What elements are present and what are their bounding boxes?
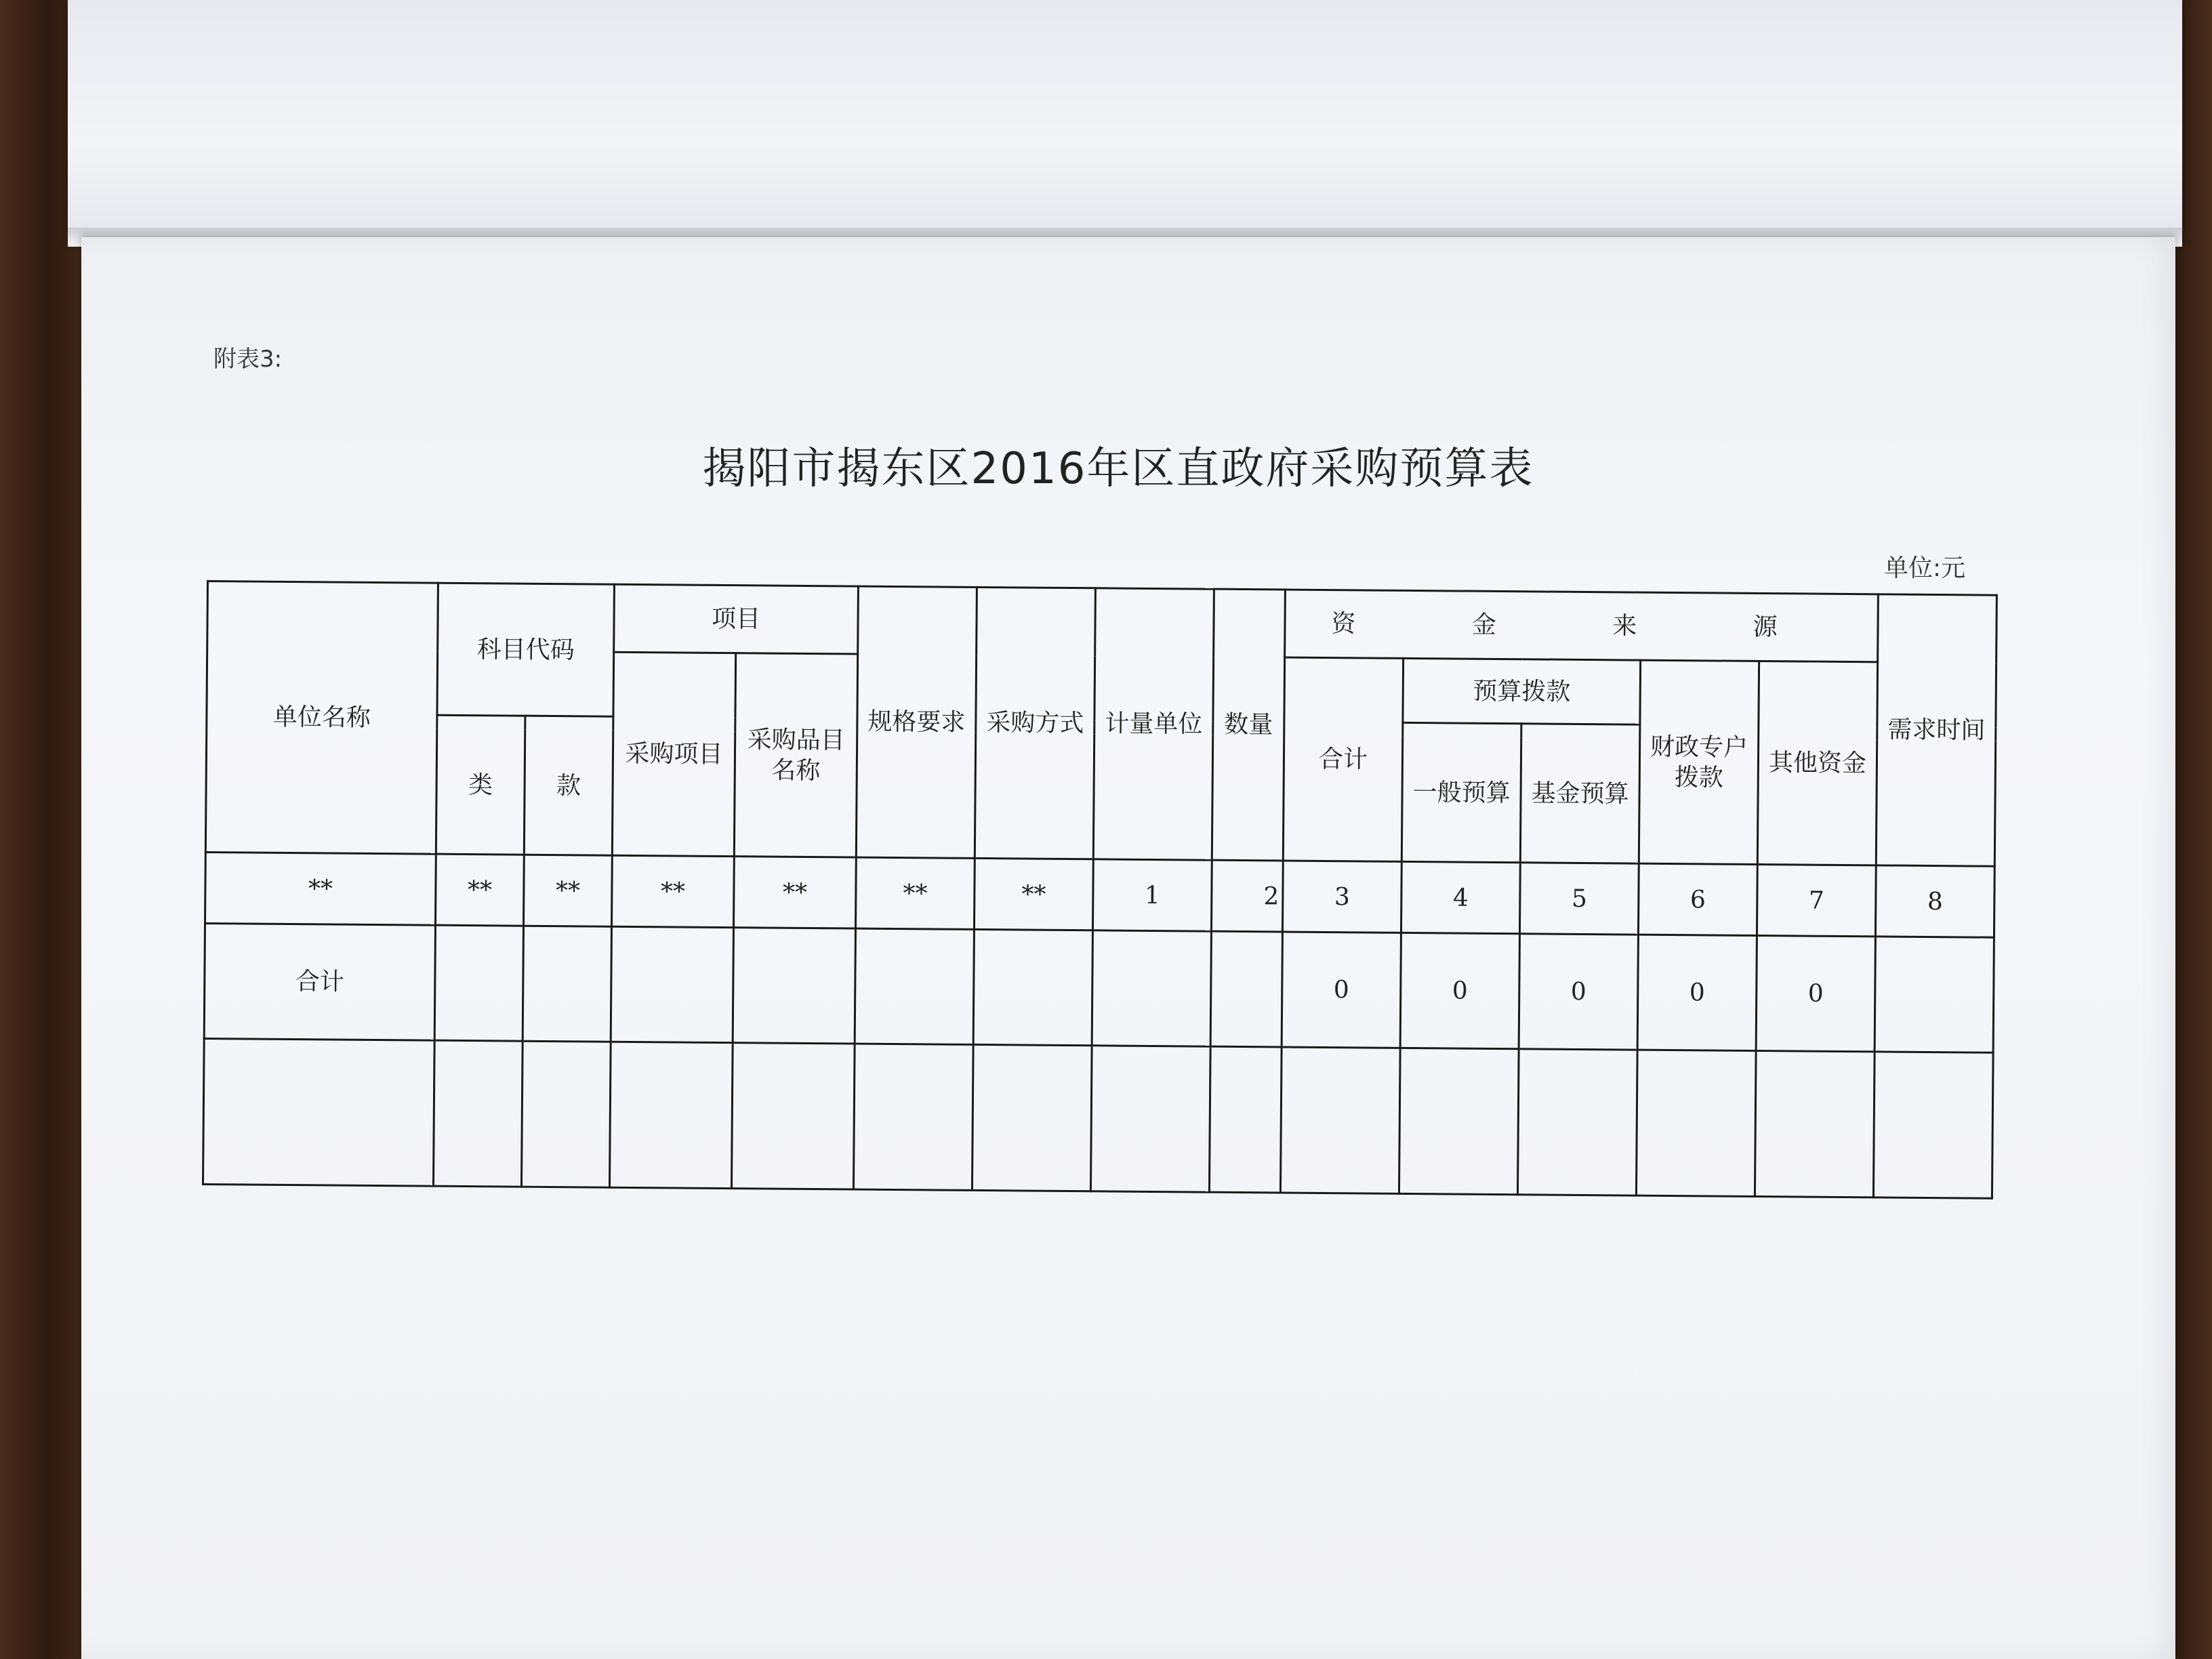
- total-cell: 0: [1756, 935, 1875, 1051]
- header-fund-budget: 基金预算: [1520, 724, 1640, 863]
- empty-cell: [1755, 1050, 1875, 1197]
- empty-cell: [972, 1044, 1092, 1191]
- index-cell: 5: [1519, 863, 1639, 935]
- empty-cell: [731, 1043, 855, 1189]
- header-demand-time: 需求时间: [1876, 594, 1996, 866]
- header-category: 类: [436, 715, 525, 855]
- index-cell: **: [436, 854, 525, 926]
- annex-label: 附表3:: [213, 346, 283, 373]
- index-cell: 8: [1876, 865, 1995, 937]
- index-cell: **: [612, 855, 735, 927]
- back-paper-sheet: [68, 0, 2182, 237]
- header-budget-allocation: 预算拨款: [1403, 658, 1641, 724]
- total-cell: [973, 929, 1092, 1045]
- index-cell: 7: [1757, 864, 1876, 936]
- index-cell: 1: [1093, 859, 1212, 931]
- total-cell: 0: [1400, 933, 1519, 1048]
- total-cell: 0: [1282, 932, 1401, 1048]
- index-cell: 4: [1401, 861, 1520, 933]
- index-cell: **: [975, 858, 1094, 930]
- empty-row: [203, 1038, 1993, 1198]
- header-purchase-method: 采购方式: [975, 587, 1095, 859]
- empty-cell: [1636, 1050, 1756, 1196]
- total-cell: [523, 926, 611, 1042]
- empty-cell: [1399, 1048, 1519, 1194]
- index-cell: **: [734, 857, 857, 928]
- header-other-funds: 其他资金: [1757, 661, 1877, 865]
- total-cell: [1210, 931, 1282, 1047]
- header-project: 项目: [614, 584, 859, 654]
- empty-cell: [609, 1042, 733, 1188]
- index-cell: 2: [1212, 860, 1284, 932]
- total-cell: 0: [1637, 935, 1757, 1050]
- budget-table: [202, 580, 1998, 1200]
- index-cell: **: [205, 852, 436, 925]
- total-row-label: 合计: [204, 923, 435, 1040]
- header-quantity: 数量: [1212, 589, 1285, 861]
- empty-cell: [1874, 1052, 1994, 1198]
- empty-cell: [203, 1038, 434, 1186]
- total-cell: 0: [1519, 934, 1638, 1050]
- header-purchase-project: 采购项目: [612, 652, 735, 856]
- header-total: 合计: [1283, 657, 1403, 861]
- index-cell: **: [524, 855, 613, 926]
- header-unit-name: 单位名称: [205, 581, 438, 855]
- header-general-budget: 一般预算: [1401, 722, 1521, 862]
- total-cell: [855, 928, 974, 1044]
- total-cell: [434, 925, 523, 1041]
- header-fund-source: 资 金 来 源: [1285, 590, 1879, 662]
- total-cell: [1875, 937, 1994, 1052]
- total-cell: [733, 928, 855, 1044]
- index-cell: 3: [1283, 861, 1402, 933]
- total-cell: [1092, 930, 1211, 1046]
- empty-cell: [433, 1040, 523, 1187]
- document-title: 揭阳市揭东区2016年区直政府采购预算表: [702, 444, 1534, 494]
- empty-cell: [1090, 1046, 1210, 1192]
- header-subject-code: 科目代码: [437, 583, 615, 716]
- empty-cell: [1280, 1047, 1400, 1193]
- header-measurement-unit: 计量单位: [1093, 588, 1214, 860]
- empty-cell: [521, 1041, 611, 1187]
- total-row: [204, 923, 1994, 1052]
- empty-cell: [1517, 1049, 1637, 1195]
- header-spec-requirements: 规格要求: [856, 586, 977, 858]
- index-row: [205, 852, 1995, 937]
- total-cell: [611, 926, 733, 1042]
- empty-cell: [1209, 1046, 1282, 1193]
- header-purchase-item-name: 采购品目名称: [734, 653, 857, 857]
- empty-cell: [853, 1044, 973, 1190]
- unit-label: 单位:元: [1884, 554, 1966, 582]
- header-special-fiscal-allocation: 财政专户拨款: [1639, 660, 1759, 864]
- header-section: 款: [524, 716, 613, 855]
- index-cell: 6: [1638, 863, 1757, 935]
- index-cell: **: [856, 857, 975, 929]
- header-row-1: [207, 581, 1997, 663]
